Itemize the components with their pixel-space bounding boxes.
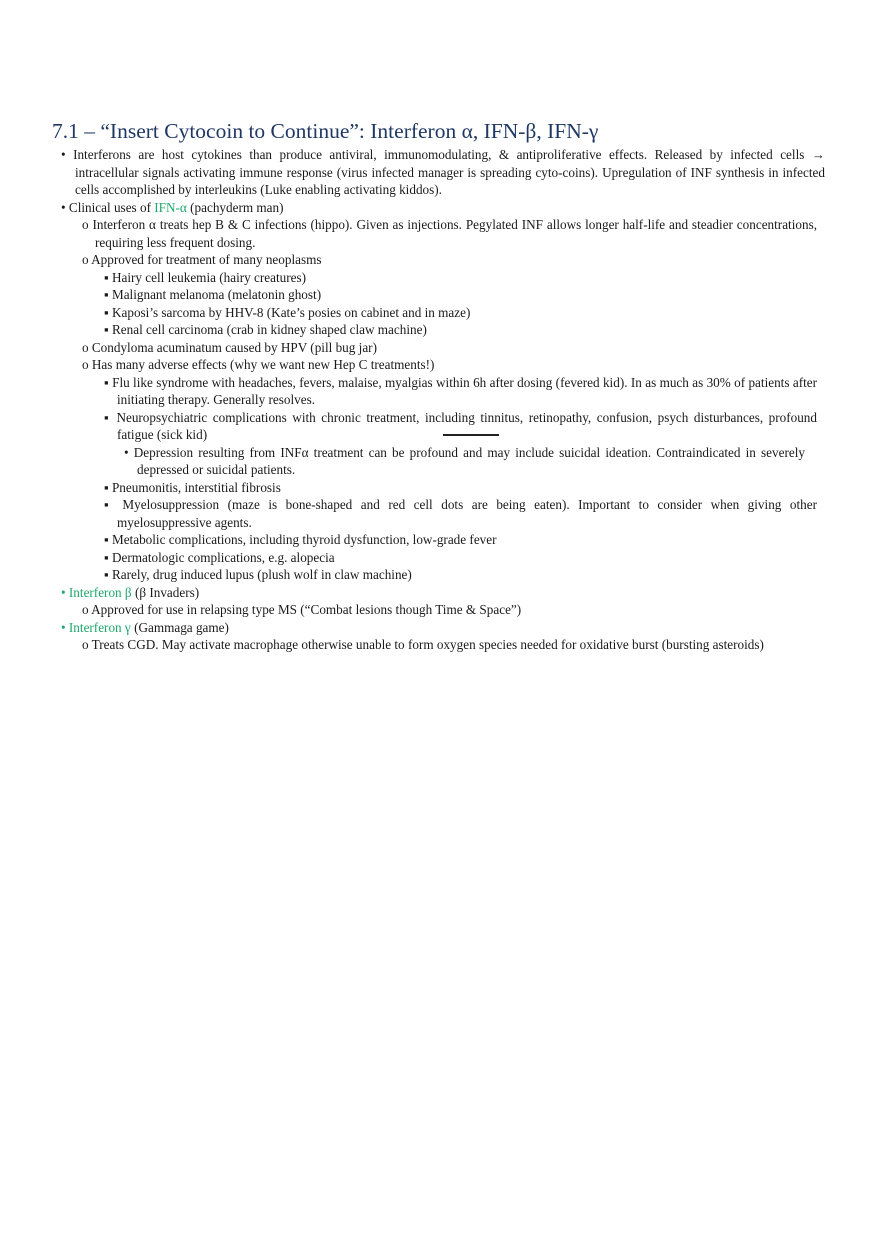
interferon-gamma-bullet xyxy=(61,619,825,637)
clinical-uses-suffix: (pachyderm man) xyxy=(186,199,284,215)
lupus-item: ▪ Rarely, drug induced lupus (plush wolf in claw machine) xyxy=(104,567,412,582)
notes-body xyxy=(0,146,880,654)
ifn-alpha-term: IFN-α xyxy=(154,199,187,215)
interferon-beta-suffix: (β Invaders) xyxy=(131,584,200,600)
interferon-beta-bullet xyxy=(61,584,825,602)
neuro-item: ▪ Neuropsychiatric complications with chronic treatment, including tinnitus, retinopathy, confusion, psych disturbances, profound fatigue (sick kid) xyxy=(104,409,817,442)
renal-item: ▪ Renal cell carcinoma (crab in kidney shaped claw machine) xyxy=(104,322,427,337)
interferon-gamma-term: • Interferon γ xyxy=(61,619,131,635)
dermatologic-item: ▪ Dermatologic complications, e.g. alopecia xyxy=(104,549,335,565)
hep-item: o Interferon α treats hep B & C infections (hippo). Given as injections. Pegylated INF allows longer half-life and steadier concentrations, requiring less frequent dosing. xyxy=(82,217,817,250)
flu-item: ▪ Flu like syndrome with headaches, fevers, malaise, myalgias within 6h after dosing (fevered kid). In as much as 30% of patients after initiating therapy. Generally resolves. xyxy=(104,374,817,407)
pneumonitis-item: ▪ Pneumonitis, interstitial fibrosis xyxy=(104,479,281,495)
underline-mark xyxy=(443,434,499,436)
melanoma-item: ▪ Malignant melanoma (melatonin ghost) xyxy=(104,287,322,302)
intro-bullet: • Interferons are host cytokines than produce antiviral, immunomodulating, & antiproliferative effects. Released by infected cells → intracellular signals activating immune response (virus infected manager is spreading cyto-coins). Upregulation of INF synthesis in infected cells accomplished by interleukins (Luke enabling activating kiddos). xyxy=(61,147,825,197)
metabolic-item: ▪ Metabolic complications, including thyroid dysfunction, low-grade fever xyxy=(104,532,497,547)
cgd-item: o Treats CGD. May activate macrophage otherwise unable to form oxygen species needed for oxidative burst (bursting asteroids) xyxy=(82,637,764,652)
ms-item: o Approved for use in relapsing type MS (“Combat lesions though Time & Space”) xyxy=(82,602,522,617)
interferon-gamma-suffix: (Gammaga game) xyxy=(130,619,229,635)
page-title: 7.1 – “Insert Cytocoin to Continue”: Interferon α, IFN-β, IFN-γ xyxy=(52,119,599,143)
myelosuppression-item: ▪ Myelosuppression (maze is bone-shaped and red cell dots are being eaten). Important to consider when giving other myelosuppressive agents. xyxy=(104,497,817,530)
depression-item: • Depression resulting from INFα treatment can be profound and may include suicidal ideation. Contraindicated in severely depressed or suicidal patients. xyxy=(124,444,805,477)
neoplasms-item: o Approved for treatment of many neoplasms xyxy=(82,252,322,267)
clinical-uses-prefix: • Clinical uses of xyxy=(61,199,155,215)
adverse-effects-item: o Has many adverse effects (why we want new Hep C treatments!) xyxy=(82,357,435,372)
hairy-cell-item: ▪ Hairy cell leukemia (hairy creatures) xyxy=(104,269,307,285)
condyloma-item: o Condyloma acuminatum caused by HPV (pill bug jar) xyxy=(82,339,377,355)
kaposi-item: ▪ Kaposi’s sarcoma by HHV-8 (Kate’s posies on cabinet and in maze) xyxy=(104,304,471,320)
clinical-uses-bullet xyxy=(61,199,825,217)
interferon-beta-term: • Interferon β xyxy=(61,584,132,600)
